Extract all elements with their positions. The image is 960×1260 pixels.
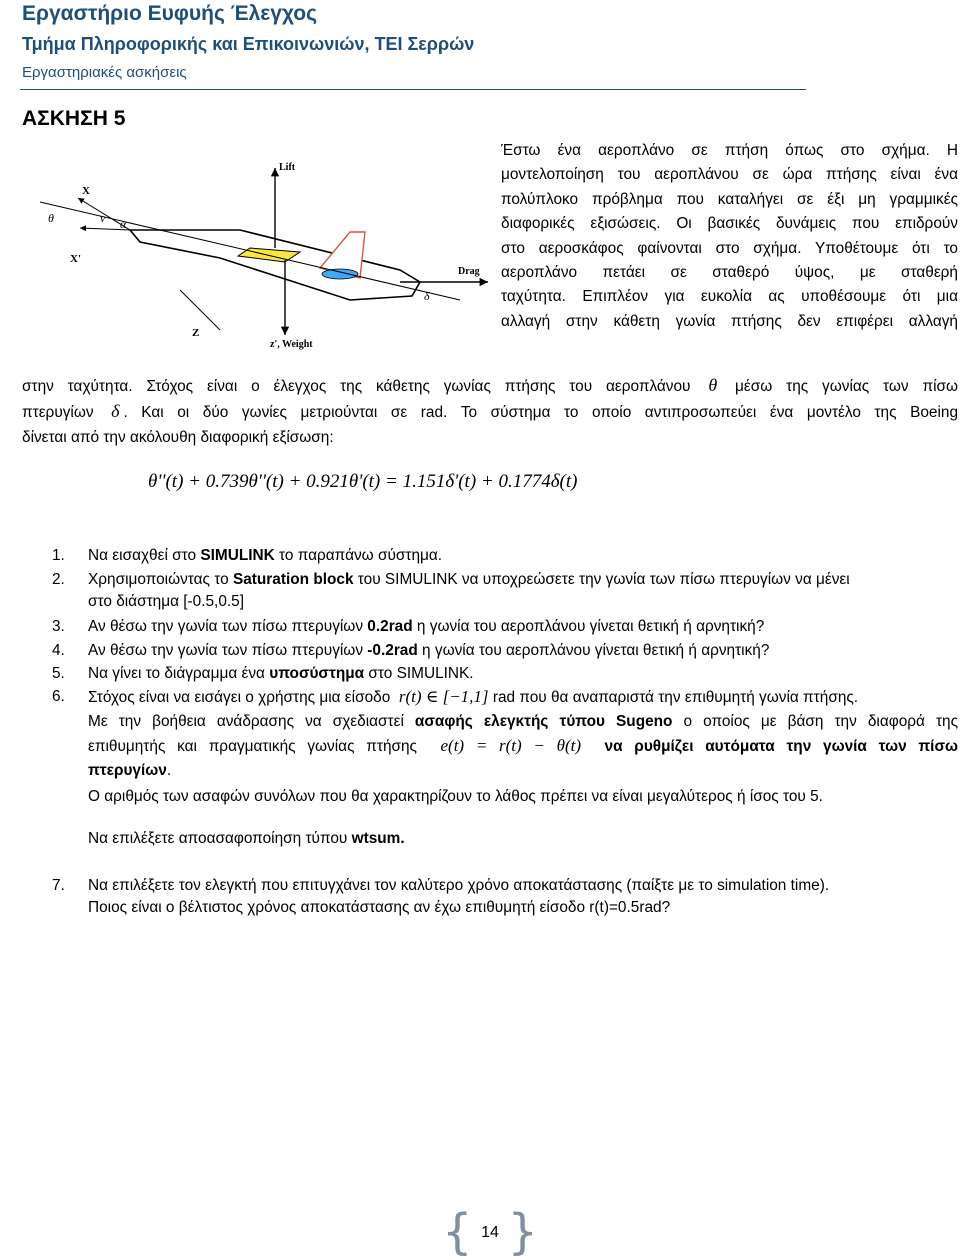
intro-line: δίνεται από την ακόλουθη διαφορική εξίσωση:: [22, 428, 334, 446]
delta-label: δ: [424, 289, 430, 303]
intro-line: διαφορικές εξισώσεις. Οι βασικές δυνάμεις που επιδρούν: [501, 215, 958, 233]
engine: [322, 269, 358, 279]
alpha-label: α: [120, 217, 127, 231]
weight-label: z', Weight: [270, 339, 313, 350]
airplane-diagram: [20, 150, 490, 355]
theta-symbol: θ: [708, 375, 718, 395]
right-brace-icon: }: [507, 1204, 538, 1260]
drag-label: Drag: [458, 266, 480, 277]
v-label: v: [100, 211, 106, 225]
lift-label: Lift: [279, 162, 296, 173]
z-axis: [180, 290, 220, 330]
intro-line: στο αεροσκάφος φαίνονται στο σχήμα. Υποθέτουμε ότι το: [501, 239, 958, 257]
x-label: X: [82, 185, 90, 197]
intro-paragraph: [501, 139, 958, 334]
intro-line: Έστω ένα αεροπλάνο σε πτήση όπως στο σχήμα. Η: [501, 142, 958, 159]
intro-continuation: [22, 373, 958, 450]
page-number: 14: [481, 1224, 499, 1241]
intro-line: αλλαγή στην κάθετη γωνία πτήσης δεν επιφέρει αλλαγή: [501, 312, 958, 330]
intro-line: πολύπλοκο πρόβλημα που καταλήγει σε έξι μη γραμμικές: [501, 190, 958, 208]
intro-line: πτερυγίων δ . Και οι δύο γωνίες μετριούνται σε rad. Το σύστημα το οποίο αντιπροσωπεύει ένα μοντέλο της Boeing: [22, 401, 958, 422]
department-title: Τμήμα Πληροφορικής και Επικοινωνιών, ΤΕΙ Σερρών: [22, 34, 475, 54]
intro-line: ταχύτητα. Επιπλέον για ευκολία ας υποθέσουμε ότι μια: [501, 288, 958, 306]
theta-label: θ: [48, 211, 54, 225]
intro-line: μοντελοποίηση του αεροπλάνου σε ώρα πτήσης είναι ένα: [501, 166, 958, 184]
lab-title: Εργαστήριο Ευφυής Έλεγχος: [22, 2, 318, 25]
intro-line: στην ταχύτητα. Στόχος είναι ο έλεγχος της κάθετης γωνίας πτήσης του αεροπλάνου θ μέσω της γωνίας των πίσω: [22, 375, 958, 395]
exercise-title: ΑΣΚΗΣΗ 5: [22, 107, 126, 130]
delta-symbol: δ: [111, 401, 120, 422]
x-prime-label: X': [70, 253, 81, 265]
z-label: Z: [192, 327, 200, 339]
intro-line: αεροπλάνο πετάει σε σταθερό ύψος, με σταθερή: [501, 264, 958, 282]
differential-equation: θ''(t) + 0.739θ''(t) + 0.921θ'(t) = 1.151δ'(t) + 0.1774δ(t): [148, 471, 578, 492]
page-footer: [440, 1204, 540, 1260]
header-divider: [20, 89, 806, 90]
left-brace-icon: {: [442, 1204, 473, 1260]
header-subtitle: Εργαστηριακές ασκήσεις: [22, 64, 187, 81]
